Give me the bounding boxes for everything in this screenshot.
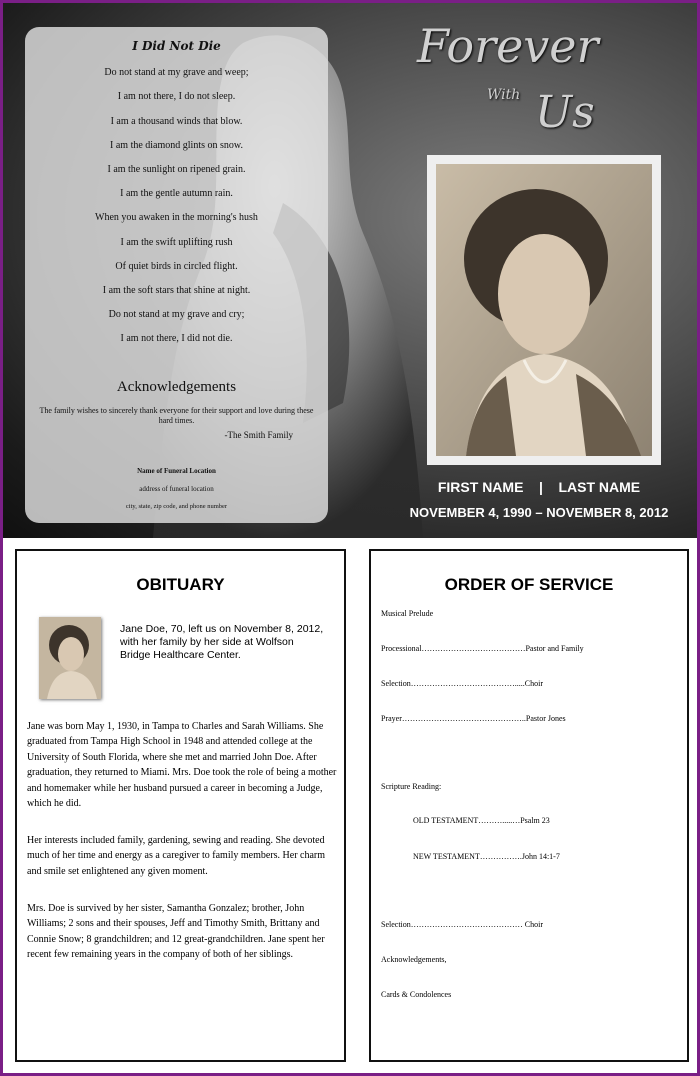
service-item: Cards & Condolences: [381, 990, 452, 999]
service-item: Selection………………………………….....Choir: [381, 679, 543, 688]
poem-line: I am the swift uplifting rush: [120, 237, 233, 248]
poem-line: Of quiet birds in circled flight.: [115, 261, 238, 272]
obituary-panel: [15, 549, 346, 1062]
acknowledgements-text: The family wishes to sincerely thank everyone for their support and love during these hard times.: [39, 406, 314, 425]
service-item: Processional…………………………………Pastor and Family: [381, 644, 584, 653]
poem-line: Do not stand at my grave and cry;: [108, 309, 245, 320]
poem-line: Do not stand at my grave and weep;: [104, 67, 249, 78]
obituary-paragraph: Jane was born May 1, 1930, in Tampa to Charles and Sarah Williams. She graduated from Tampa High School in 1948 and attended college at the University of South Florida, where she met and married John Doe. After graduation, they returned to Miami. Mrs. Doe took the role of being a mother and homemaker while her husband pursued a career in becoming a Judge, which he did.: [27, 721, 337, 810]
last-name: LAST NAME: [558, 479, 641, 495]
service-item: NEW TESTAMENT…………….John 14:1-7: [413, 852, 560, 861]
heading-us: Us: [535, 87, 595, 138]
poem-line: I am the gentle autumn rain.: [120, 188, 233, 199]
poem-line: I am the sunlight on ripened grain.: [107, 164, 246, 175]
service-item: Acknowledgements,: [381, 955, 447, 964]
obituary-intro: Jane Doe, 70, left us on November 8, 2012, with her family by her side at Wolfson Bridge Healthcare Center.: [120, 623, 324, 661]
service-item: Prayer………………………………………..Pastor Jones: [381, 714, 566, 723]
poem-line: I am not there, I do not sleep.: [117, 91, 236, 102]
heading-forever: Forever: [417, 19, 599, 73]
portrait-photo: [436, 164, 652, 456]
poem-line: I am a thousand winds that blow.: [110, 116, 243, 127]
acknowledgements-signature: -The Smith Family: [224, 430, 293, 440]
order-of-service-title: ORDER OF SERVICE: [444, 575, 614, 594]
service-item: Selection…………………………………… Choir: [381, 920, 543, 929]
obituary-title: OBITUARY: [136, 575, 225, 594]
poem-line: I am not there, I did not die.: [120, 333, 233, 344]
first-name: FIRST NAME: [437, 479, 524, 495]
name-line: [403, 479, 675, 495]
poem-line: I am the soft stars that shine at night.: [102, 285, 251, 296]
obituary-paragraph: Mrs. Doe is survived by her sister, Samantha Gonzalez; brother, John Williams; 2 sons and their spouses, Jeff and Timothy Smith, Brittany and Connie Snow; 8 grandchildren; and 12 great-grandchildren. Jane spent her recent few remaining years in the company of both of her siblings.: [27, 903, 325, 961]
poem-panel: [25, 27, 328, 523]
poem-title: I Did Not Die: [132, 39, 221, 53]
funeral-location-address: address of funeral location: [139, 485, 214, 493]
cover-page: [3, 3, 697, 538]
service-item: Scripture Reading:: [381, 782, 442, 791]
service-item: Musical Prelude: [381, 609, 434, 618]
heading-with: With: [487, 87, 521, 103]
portrait-frame: [427, 155, 661, 465]
acknowledgements-title: Acknowledgements: [116, 379, 237, 395]
poem-line: When you awaken in the morning's hush: [95, 212, 258, 223]
order-of-service-panel: [369, 549, 689, 1062]
funeral-location-city: city, state, zip code, and phone number: [125, 503, 228, 510]
name-separator: |: [538, 479, 543, 495]
obituary-thumbnail: [39, 617, 101, 699]
poem-line: I am the diamond glints on snow.: [110, 140, 243, 151]
life-dates: NOVEMBER 4, 1990 – NOVEMBER 8, 2012: [409, 505, 669, 520]
funeral-location-name: Name of Funeral Location: [137, 467, 216, 475]
service-item: OLD TESTAMENT……….....…Psalm 23: [413, 816, 550, 825]
obituary-paragraph: Her interests included family, gardening, sewing and reading. She devoted much of her time and energy as a caregiver to family members. Her charm and smile set enlightened any given moment.: [27, 835, 326, 877]
